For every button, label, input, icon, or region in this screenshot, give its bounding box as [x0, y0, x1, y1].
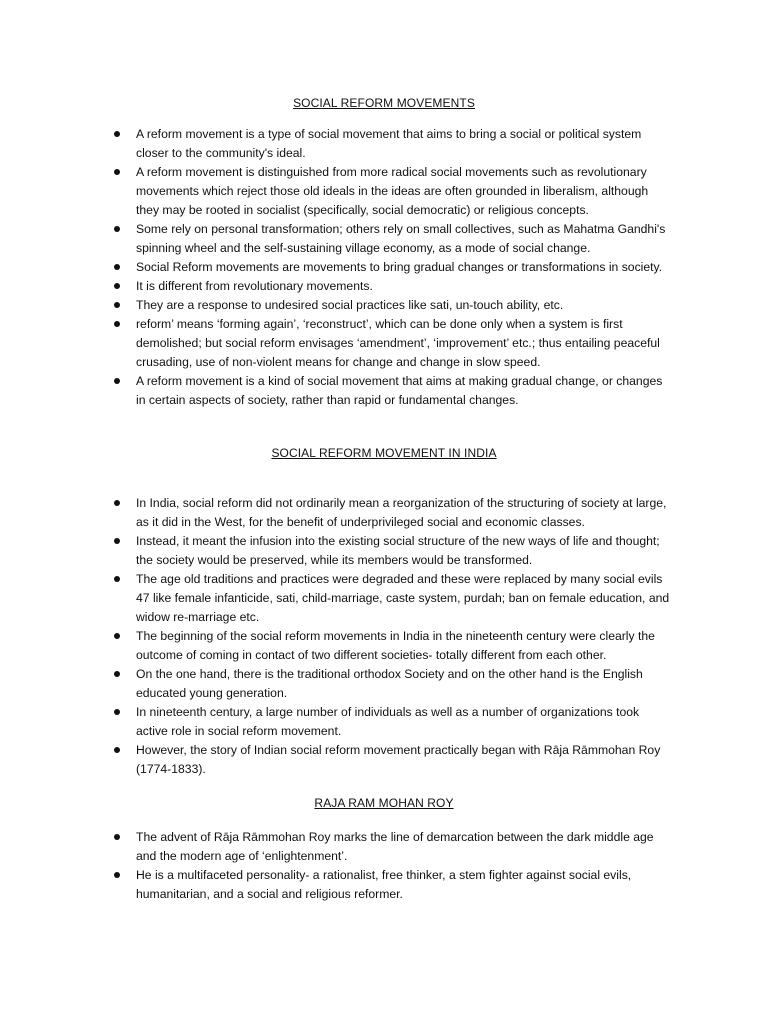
- list-item: However, the story of Indian social reform movement practically began with Rāja Rāmmohan Roy (1774-1833).: [0, 741, 768, 779]
- list-item: Instead, it meant the infusion into the existing social structure of the new ways of life and thought; the society would be preserved, while its members would be transformed.: [0, 532, 768, 570]
- bullet-icon: [114, 747, 120, 753]
- section-list-social-reform-movement-in-india: [0, 494, 768, 779]
- list-item: The age old traditions and practices were degraded and these were replaced by many social evils 47 like female infanticide, sati, child-marriage, caste system, purdah; ban on female education, and widow re-marriage etc.: [0, 570, 768, 627]
- section-list-raja-ram-mohan-roy: [0, 828, 768, 904]
- section-heading-social-reform-movements: SOCIAL REFORM MOVEMENTS: [293, 96, 475, 110]
- bullet-icon: [114, 576, 120, 582]
- list-item: A reform movement is distinguished from more radical social movements such as revolutionary movements which reject those old ideals in the ideas are often grounded in liberalism, although they may be rooted in socialist (specifically, social democratic) or religious concepts.: [0, 163, 768, 220]
- bullet-icon: [114, 302, 120, 308]
- list-item: Some rely on personal transformation; others rely on small collectives, such as Mahatma Gandhi's spinning wheel and the self-sustaining village economy, as a mode of social change.: [0, 220, 768, 258]
- list-item: In India, social reform did not ordinarily mean a reorganization of the structuring of society at large, as it did in the West, for the benefit of underprivileged social and economic classes.: [0, 494, 768, 532]
- list-item: It is different from revolutionary movements.: [0, 277, 768, 296]
- bullet-icon: [114, 872, 120, 878]
- bullet-icon: [114, 633, 120, 639]
- list-item: They are a response to undesired social practices like sati, un-touch ability, etc.: [0, 296, 768, 315]
- list-item: On the one hand, there is the traditional orthodox Society and on the other hand is the English educated young generation.: [0, 665, 768, 703]
- list-item: The advent of Rāja Rāmmohan Roy marks the line of demarcation between the dark middle age and the modern age of ‘enlightenment’.: [0, 828, 768, 866]
- section-heading-social-reform-movement-in-india: SOCIAL REFORM MOVEMENT IN INDIA: [271, 446, 497, 460]
- bullet-icon: [114, 671, 120, 677]
- list-item: The beginning of the social reform movements in India in the nineteenth century were clearly the outcome of coming in contact of two different societies- totally different from each other.: [0, 627, 768, 665]
- bullet-icon: [114, 226, 120, 232]
- section-heading-raja-ram-mohan-roy: RAJA RAM MOHAN ROY: [314, 796, 454, 810]
- list-item: Social Reform movements are movements to bring gradual changes or transformations in society.: [0, 258, 768, 277]
- section-list-social-reform-movements: [0, 125, 768, 410]
- list-item: A reform movement is a type of social movement that aims to bring a social or political system closer to the community's ideal.: [0, 125, 768, 163]
- bullet-icon: [114, 378, 120, 384]
- bullet-icon: [114, 538, 120, 544]
- bullet-icon: [114, 264, 120, 270]
- bullet-icon: [114, 169, 120, 175]
- list-item: He is a multifaceted personality- a rationalist, free thinker, a stem fighter against social evils, humanitarian, and a social and religious reformer.: [0, 866, 768, 904]
- list-item: A reform movement is a kind of social movement that aims at making gradual change, or changes in certain aspects of society, rather than rapid or fundamental changes.: [0, 372, 768, 410]
- bullet-icon: [114, 709, 120, 715]
- list-item: reform’ means ‘forming again’, ‘reconstruct’, which can be done only when a system is first demolished; but social reform envisages ‘amendment’, ‘improvement’ etc.; thus entailing peaceful crusading, use of non-violent means for change and change in slow speed.: [0, 315, 768, 372]
- bullet-icon: [114, 834, 120, 840]
- bullet-icon: [114, 500, 120, 506]
- bullet-icon: [114, 283, 120, 289]
- bullet-icon: [114, 321, 120, 327]
- bullet-icon: [114, 131, 120, 137]
- list-item: In nineteenth century, a large number of individuals as well as a number of organizations took active role in social reform movement.: [0, 703, 768, 741]
